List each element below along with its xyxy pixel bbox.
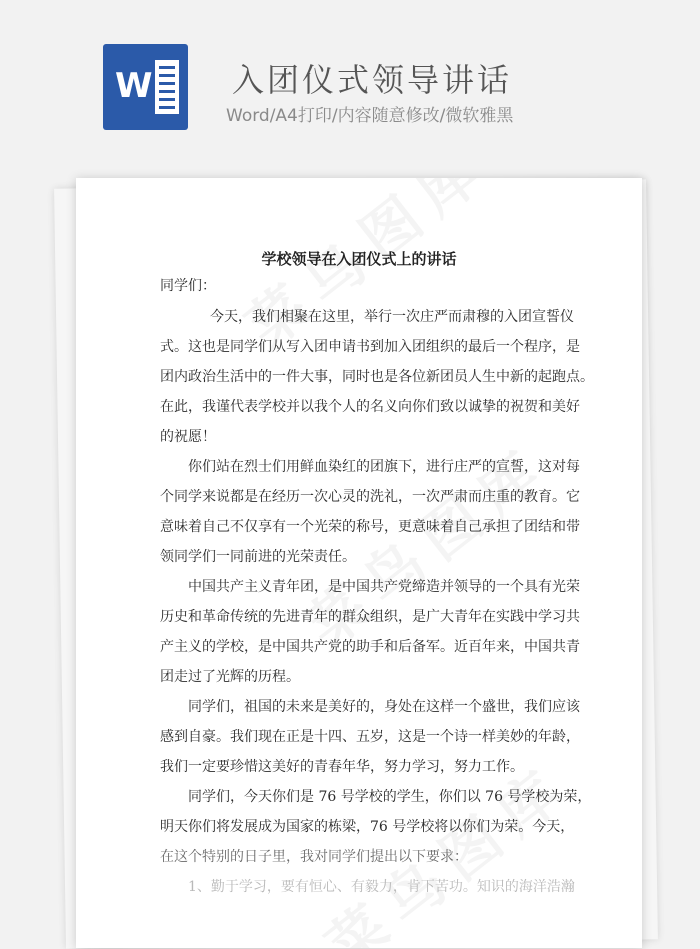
paragraph-line: 产主义的学校，是中国共产党的助手和后备军。近百年来，中国共青 bbox=[160, 639, 580, 655]
paragraph-line: 领同学们一同前进的光荣责任。 bbox=[160, 549, 356, 565]
paragraph-line: 个同学来说都是在经历一次心灵的洗礼，一次严肃而庄重的教育。它 bbox=[160, 489, 580, 505]
paragraph-line: 团内政治生活中的一件大事，同时也是各位新团员人生中新的起跑点。 bbox=[160, 369, 594, 385]
paragraph-line: 意味着自己不仅享有一个光荣的称号，更意味着自己承担了团结和带 bbox=[160, 519, 580, 535]
page-subtitle: Word/A4打印/内容随意修改/微软雅黑 bbox=[226, 106, 514, 126]
paragraph-line: 今天，我们相聚在这里，举行一次庄严而肃穆的入团宣誓仪 bbox=[210, 309, 574, 325]
paragraph-line: 感到自豪。我们现在正是十四、五岁，这是一个诗一样美妙的年龄， bbox=[160, 729, 580, 745]
paragraph-line: 在此，我谨代表学校并以我个人的名义向你们致以诚挚的祝贺和美好 bbox=[160, 399, 580, 415]
document-page bbox=[76, 178, 642, 948]
paragraph-line: 我们一定要珍惜这美好的青春年华，努力学习，努力工作。 bbox=[160, 759, 524, 775]
paragraph-line: 团走过了光辉的历程。 bbox=[160, 669, 300, 685]
paragraph-line: 的祝愿！ bbox=[160, 429, 216, 445]
header bbox=[0, 0, 700, 175]
salutation: 同学们： bbox=[160, 278, 216, 294]
paragraph-line: 明天你们将发展成为国家的栋梁，76 号学校将以你们为荣。今天， bbox=[160, 819, 575, 835]
paragraph-line: 同学们，祖国的未来是美好的，身处在这样一个盛世，我们应该 bbox=[188, 699, 580, 715]
word-icon-letter: W bbox=[115, 66, 153, 106]
paragraph-line: 1、勤于学习，要有恒心、有毅力，肯下苦功。知识的海洋浩瀚 bbox=[188, 879, 575, 895]
paragraph-line: 你们站在烈士们用鲜血染红的团旗下，进行庄严的宣誓，这对每 bbox=[188, 459, 580, 475]
paragraph-line: 式。这也是同学们从写入团申请书到加入团组织的最后一个程序，是 bbox=[160, 339, 580, 355]
paragraph-line: 历史和革命传统的先进青年的群众组织，是广大青年在实践中学习共 bbox=[160, 609, 580, 625]
page-title: 入团仪式领导讲话 bbox=[232, 61, 513, 99]
document-title: 学校领导在入团仪式上的讲话 bbox=[261, 250, 457, 268]
word-icon bbox=[103, 44, 188, 130]
paragraph-line: 同学们，今天你们是 76 号学校的学生，你们以 76 号学校为荣， bbox=[188, 789, 592, 805]
paragraph-line: 在这个特别的日子里，我对同学们提出以下要求： bbox=[160, 849, 468, 865]
paragraph-line: 中国共产主义青年团，是中国共产党缔造并领导的一个具有光荣 bbox=[188, 579, 580, 595]
document-lines-icon bbox=[155, 60, 179, 114]
